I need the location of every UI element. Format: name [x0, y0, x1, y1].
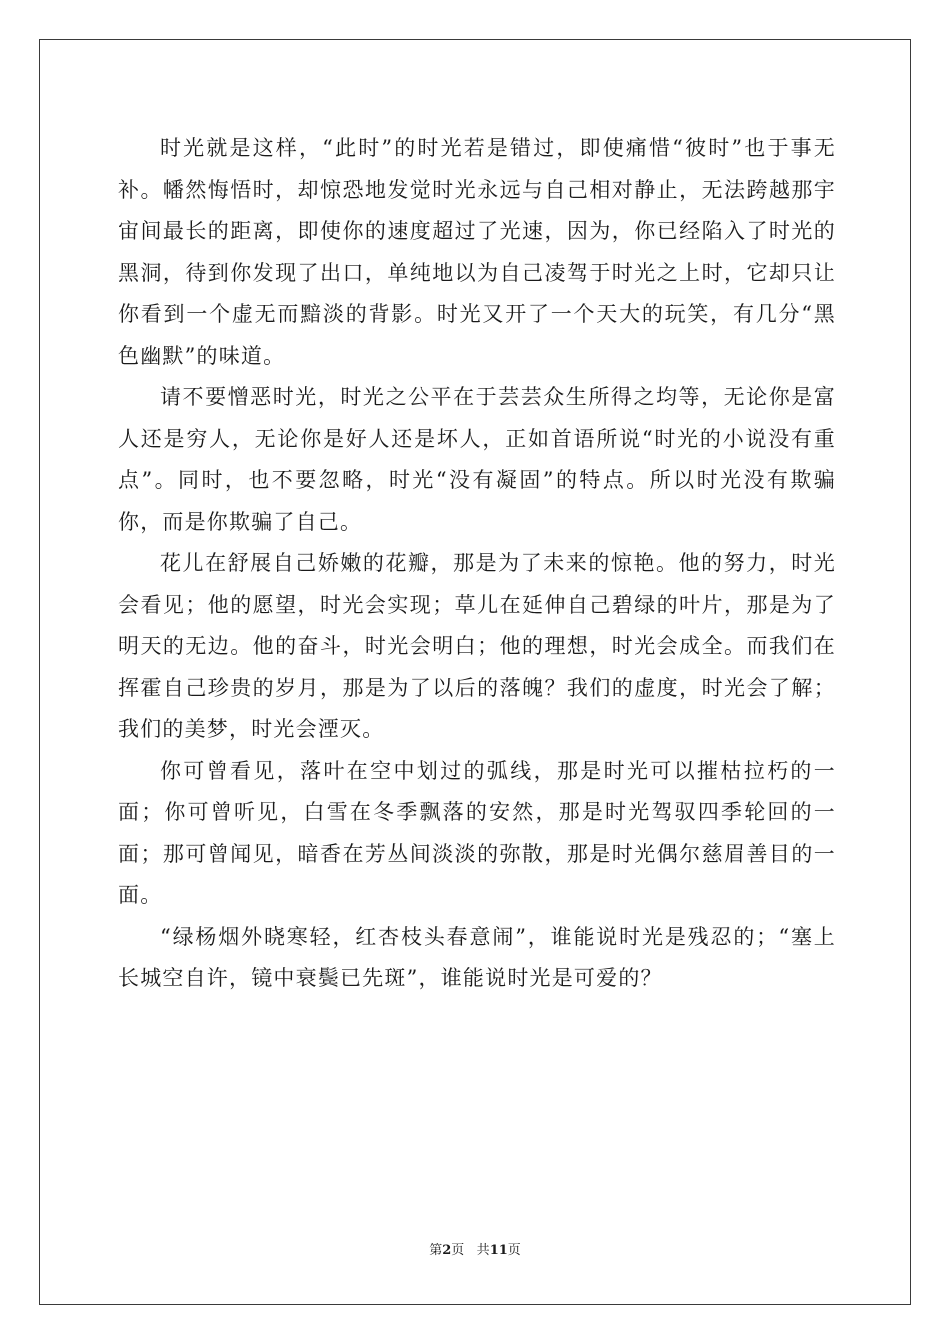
- paragraph-3: 花儿在舒展自己娇嫩的花瓣，那是为了未来的惊艳。他的努力，时光会看见；他的愿望，时光会实现；草儿在延伸自己碧绿的叶片，那是为了明天的无边。他的奋斗，时光会明白；他的理想，时光会成全。而我们在挥霍自己珍贵的岁月，那是为了以后的落魄？我们的虚度，时光会了解；我们的美梦，时光会湮灭。: [118, 551, 836, 741]
- total-page-count: 11: [489, 1243, 508, 1258]
- footer-total-suffix: 页: [507, 1243, 521, 1258]
- footer-page-suffix: 页: [451, 1243, 465, 1258]
- paragraph-2: 请不要憎恶时光，时光之公平在于芸芸众生所得之均等，无论你是富人还是穷人，无论你是好人还是坏人，正如首语所说“时光的小说没有重点”。同时，也不要忽略，时光“没有凝固”的特点。所以时光没有欺骗你，而是你欺骗了自己。: [118, 385, 836, 534]
- document-body: [118, 128, 836, 1000]
- current-page-number: 2: [442, 1243, 452, 1258]
- footer-total-prefix: 共: [476, 1243, 490, 1258]
- paragraph-4: 你可曾看见，落叶在空中划过的弧线，那是时光可以摧枯拉朽的一面；你可曾听见，白雪在冬季飘落的安然，那是时光驾驭四季轮回的一面；那可曾闻见，暗香在芳丛间淡淡的弥散，那是时光偶尔慈眉善目的一面。: [118, 758, 836, 907]
- page-footer: [0, 1239, 950, 1258]
- footer-prefix: 第: [429, 1243, 443, 1258]
- paragraph-1: 时光就是这样，“此时”的时光若是错过，即使痛惜“彼时”也于事无补。幡然悔悟时，却惊恐地发觉时光永远与自己相对静止，无法跨越那宇宙间最长的距离，即使你的速度超过了光速，因为，你已经陷入了时光的黑洞，待到你发现了出口，单纯地以为自己凌驾于时光之上时，它却只让你看到一个虚无而黯淡的背影。时光又开了一个天大的玩笑，有几分“黑色幽默”的味道。: [118, 136, 836, 368]
- paragraph-5: “绿杨烟外晓寒轻，红杏枝头春意闹”，谁能说时光是残忍的；“塞上长城空自许，镜中衰鬓已先斑”，谁能说时光是可爱的？: [118, 924, 836, 990]
